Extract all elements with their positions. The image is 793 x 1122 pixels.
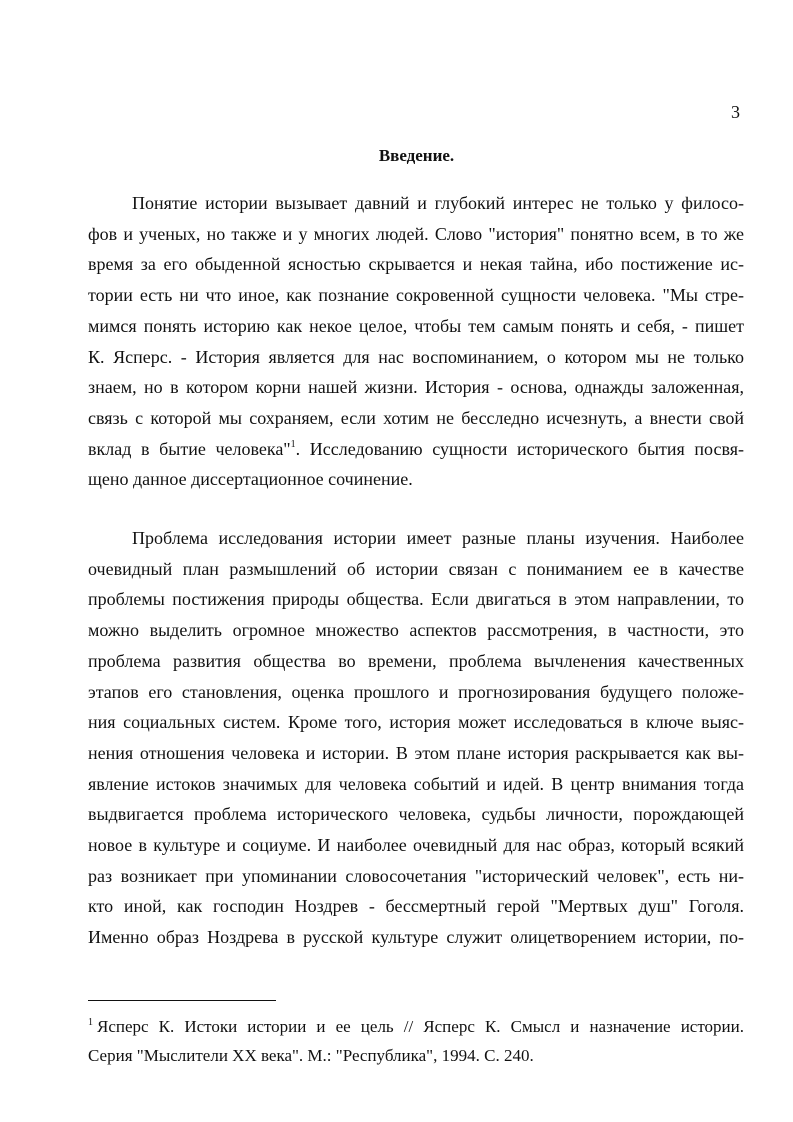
footnote-text: Ясперс К. Истоки истории и ее цель // Ясперс К. Смысл и назначение истории. — [97, 1017, 744, 1036]
paragraph-line-with-footnote — [88, 434, 744, 465]
paragraph-line: ния социальных систем. Кроме того, история может исследоваться в ключе выяс- — [88, 712, 744, 733]
paragraph-line: Проблема исследования истории имеет разные планы изучения. Наиболее — [132, 528, 744, 548]
paragraph-line: очевидный план размышлений об истории связан с пониманием ее в качестве — [88, 558, 744, 579]
paragraph-line: новое в культуре и социуме. И наиболее очевидный для нас образ, который всякий — [88, 835, 744, 856]
paragraph-line: фов и ученых, но также и у многих людей. Слово "история" понятно всем, в то же — [88, 223, 744, 244]
paragraph-line: Понятие истории вызывает давний и глубокий интерес не только у филосо- — [132, 193, 744, 213]
paragraph-line: кто иной, как господин Ноздрев - бессмертный герой "Мертвых душ" Гоголя. — [88, 896, 744, 917]
paragraph-line: тории есть ни что иное, как познание сокровенной сущности человека. "Мы стре- — [88, 285, 744, 306]
paragraph-line: мимся понять историю как некое целое, чтобы тем самым понять и себя, - пишет — [88, 315, 744, 336]
footnote-line — [88, 1012, 744, 1041]
footnote-separator — [88, 1000, 276, 1001]
paragraph-line: время за его обыденной ясностью скрывается и некая тайна, ибо постижение ис- — [88, 254, 744, 275]
line-text: . Исследованию сущности исторического бытия посвя- — [295, 438, 744, 459]
paragraph-line: нения отношения человека и истории. В этом плане история раскрывается как вы- — [88, 742, 744, 763]
footnote-reference[interactable]: 1 — [290, 438, 296, 450]
paragraph-line: этапов его становления, оценка прошлого и прогнозирования будущего положе- — [88, 681, 744, 702]
footnote — [88, 1012, 744, 1070]
paragraph-line: знаем, но в котором корни нашей жизни. История - основа, однажды заложенная, — [88, 377, 744, 398]
section-heading: Введение. — [378, 146, 455, 165]
footnote-line: Серия "Мыслители XX века". М.: "Республика", 1994. С. 240. — [88, 1046, 534, 1065]
footnote-mark: 1 — [88, 1017, 93, 1028]
line-text: вклад в бытие человека" — [88, 438, 291, 459]
paragraph-line: связь с которой мы сохраняем, если хотим не бесследно исчезнуть, а внести свой — [88, 407, 744, 428]
paragraph-line: Именно образ Ноздрева в русской культуре служит олицетворением истории, по- — [88, 927, 744, 948]
paragraph-line: можно выделить огромное множество аспектов рассмотрения, в частности, это — [88, 620, 744, 641]
paragraph-intro — [88, 188, 744, 495]
paragraph-line: проблемы постижения природы общества. Если двигаться в этом направлении, то — [88, 589, 744, 610]
paragraph-line: проблема развития общества во времени, проблема вычленения качественных — [88, 650, 744, 671]
page-number: 3 — [731, 102, 740, 122]
paragraph-problem — [88, 523, 744, 953]
paragraph-line: выдвигается проблема исторического человека, судьбы личности, порождающей — [88, 804, 744, 825]
paragraph-line: щено данное диссертационное сочинение. — [88, 469, 413, 490]
paragraph-line: явление истоков значимых для человека событий и идей. В центр внимания тогда — [88, 773, 744, 794]
paragraph-line: К. Ясперс. - История является для нас воспоминанием, о котором мы не только — [88, 346, 744, 367]
paragraph-line: раз возникает при упоминании словосочетания "исторический человек", есть ни- — [88, 865, 744, 886]
